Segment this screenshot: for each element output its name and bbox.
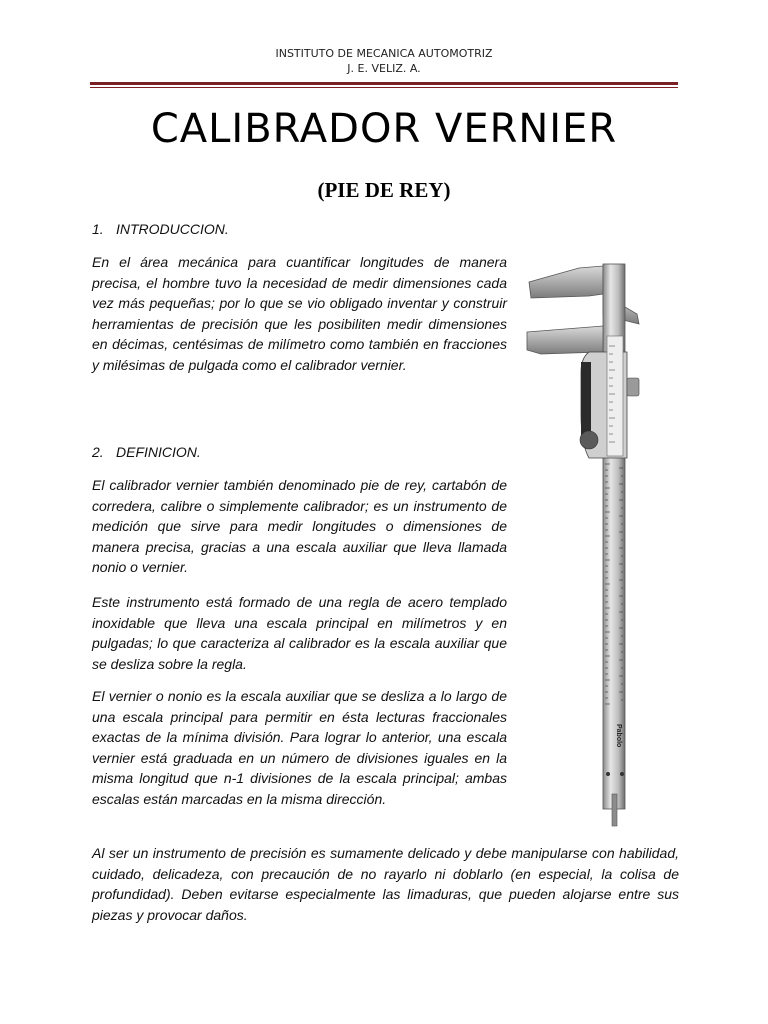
vernier-caliper-figure <box>519 254 645 828</box>
paragraph-definicion-4: Al ser un instrumento de precisión es sumamente delicado y debe manipularse con habilidad, cuidado, delicadeza, con precaución de no rayarlo ni doblarlo (en especial, la colisa de profundidad). Deben evitarse especialmente las limaduras, que pueden alojarse entre sus piezas y provocar daños. <box>92 845 679 923</box>
section-number: 1. <box>92 221 104 237</box>
section-title: DEFINICION. <box>116 444 201 460</box>
header-rule-thin <box>90 87 678 88</box>
caliper-brand-text: Pabolo <box>615 724 622 748</box>
vernier-caliper-icon <box>519 254 645 828</box>
section-heading-introduccion <box>92 221 229 237</box>
page-subtitle: (PIE DE REY) <box>317 178 451 202</box>
paragraph-introduccion: En el área mecánica para cuantificar longitudes de manera precisa, el hombre tuvo la necesidad de medir dimensiones cada vez más pequeñas; por lo que se vio obligado inventar y construir herramientas de precisión que les posibiliten medir dimensiones en décimas, centésimas de milímetro como también en fracciones y milésimas de pulgada como el calibrador vernier. <box>92 254 507 373</box>
section-title: INTRODUCCION. <box>116 221 229 237</box>
header-institution: INSTITUTO DE MECANICA AUTOMOTRIZ <box>275 47 493 60</box>
header-rule-thick <box>90 82 678 85</box>
paragraph-definicion-1: El calibrador vernier también denominado pie de rey, cartabón de corredera, calibre o simplemente calibrador; es un instrumento de medición que sirve para medir longitudes o dimensiones de manera precisa, gracias a una escala auxiliar que lleva llamada nonio o vernier. <box>92 477 507 576</box>
header-author: J. E. VELIZ. A. <box>347 62 421 75</box>
paragraph-definicion-3: El vernier o nonio es la escala auxiliar que se desliza a lo largo de una escala principal para permitir en ésta lecturas fraccionales exactas de la mínima división. Para lograr lo anterior, una escala vernier está graduada en un número de divisiones iguales en la misma longitud que n-1 divisiones de la escala principal; ambas escalas están marcadas en la misma dirección. <box>92 688 507 807</box>
section-heading-definicion <box>92 444 201 460</box>
page-title: CALIBRADOR VERNIER <box>150 106 618 152</box>
paragraph-definicion-2: Este instrumento está formado de una regla de acero templado inoxidable que lleva una escala principal en milímetros y en pulgadas; lo que caracteriza al calibrador es la escala auxiliar que se desliza sobre la regla. <box>92 594 507 672</box>
section-number: 2. <box>92 444 104 460</box>
document-header <box>0 46 768 76</box>
